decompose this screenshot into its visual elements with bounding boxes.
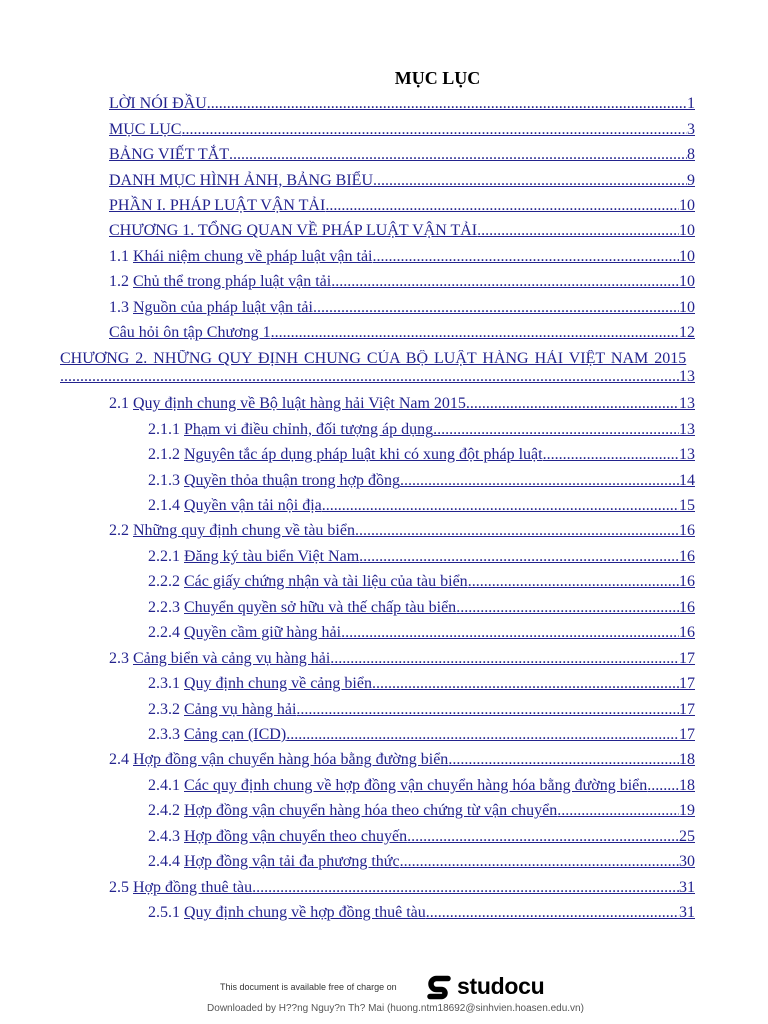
toc-entry-number: 2.4.2 — [148, 802, 180, 820]
toc-leader-dots — [229, 142, 687, 167]
studocu-brand-name[interactable]: studocu — [457, 973, 545, 999]
toc-entry[interactable] — [60, 168, 695, 193]
toc-entry-page: 10 — [679, 197, 695, 215]
toc-entry[interactable] — [60, 117, 695, 142]
toc-entry-number: 2.2.4 — [148, 624, 180, 642]
toc-entry-page: 18 — [679, 776, 695, 794]
toc-entry-number: 2.2.2 — [148, 573, 180, 591]
toc-leader-dots — [543, 442, 679, 467]
toc-entry-number: 2.1.3 — [148, 471, 180, 489]
toc-entry[interactable] — [60, 671, 695, 696]
toc-entry-page: 25 — [679, 827, 695, 845]
toc-entry-title: LỜI NÓI ĐẦU — [109, 95, 207, 113]
toc-entry[interactable] — [60, 346, 695, 392]
toc-leader-dots — [400, 849, 679, 874]
toc-entry-page: 15 — [679, 497, 695, 514]
toc-entry-leader-line — [60, 368, 695, 386]
toc-leader-dots — [325, 193, 679, 218]
toc-entry-title: Nguồn của pháp luật vận tải — [133, 298, 313, 316]
toc-entry-title: Các giấy chứng nhận và tài liệu của tàu biển — [184, 573, 468, 591]
toc-leader-dots — [286, 722, 679, 747]
toc-entry[interactable] — [60, 849, 695, 874]
toc-leader-dots — [355, 518, 679, 543]
toc-leader-dots — [372, 671, 679, 696]
toc-entry-number: 2.2.3 — [148, 598, 180, 616]
toc-entry-title: CHƯƠNG 1. TỔNG QUAN VỀ PHÁP LUẬT VẬN TẢI — [109, 222, 478, 240]
toc-entry[interactable] — [60, 193, 695, 218]
toc-entry-title: Hợp đồng vận chuyển hàng hóa theo chứng từ vận chuyển — [184, 802, 558, 820]
toc-leader-dots — [207, 91, 687, 116]
toc-entry-number: 2.5.1 — [148, 904, 180, 921]
toc-entry-number: 2.4 — [109, 751, 129, 769]
toc-entry[interactable] — [60, 875, 695, 900]
toc-entry-title: Phạm vi điều chỉnh, đối tượng áp dụng — [184, 420, 434, 438]
toc-entry-page: 31 — [679, 904, 695, 921]
toc-entry[interactable] — [60, 518, 695, 543]
toc-entry-title: Những quy định chung về tàu biển — [133, 522, 355, 540]
availability-notice: This document is available free of charge on — [220, 982, 397, 992]
toc-entry[interactable] — [60, 824, 695, 849]
toc-leader-dots — [322, 493, 679, 518]
toc-entry-title: Khái niệm chung về pháp luật vận tải — [133, 247, 373, 265]
toc-entry-number: 2.4.1 — [148, 776, 180, 794]
toc-entry-page: 13 — [679, 395, 695, 413]
toc-entry[interactable] — [60, 798, 695, 823]
toc-entry-title: Quy định chung về hợp đồng thuê tàu — [184, 904, 426, 921]
toc-entry-title: Hợp đồng thuê tàu — [133, 878, 253, 896]
toc-leader-dots — [448, 747, 679, 772]
toc-entry[interactable] — [60, 142, 695, 167]
toc-entry[interactable] — [60, 269, 695, 294]
toc-entry-number: 2.2 — [109, 522, 129, 540]
toc-entry[interactable] — [60, 468, 695, 493]
toc-entry-title: Quyền cầm giữ hàng hải — [184, 624, 342, 642]
toc-entry-number: 2.1.4 — [148, 497, 180, 514]
toc-entry-title-line — [60, 350, 695, 368]
toc-entry-page: 16 — [679, 573, 695, 591]
toc-leader-dots — [426, 900, 679, 925]
toc-entry-page: 16 — [679, 598, 695, 616]
toc-entry-title: Cảng biển và cảng vụ hàng hải — [133, 649, 331, 667]
toc-leader-dots — [400, 468, 679, 493]
toc-leader-dots — [373, 168, 687, 193]
toc-entry-page: 3 — [687, 120, 695, 138]
toc-leader-dots — [271, 320, 679, 345]
toc-leader-dots — [331, 269, 679, 294]
toc-entry[interactable] — [60, 544, 695, 569]
toc-entry-page: 10 — [679, 298, 695, 316]
toc-entry[interactable] — [60, 320, 695, 345]
toc-entry-page: 13 — [679, 446, 695, 464]
toc-entry-page: 18 — [679, 751, 695, 769]
page-title: MỤC LỤC — [394, 68, 481, 88]
toc-entry[interactable] — [60, 697, 695, 722]
toc-leader-dots — [252, 875, 679, 900]
toc-leader-dots — [468, 569, 679, 594]
toc-entry-title: Câu hỏi ôn tập Chương 1 — [109, 324, 271, 342]
toc-entry-title: MỤC LỤC — [109, 120, 182, 138]
toc-entry-title: Đăng ký tàu biển Việt Nam — [184, 547, 360, 565]
toc-entry-number: 2.1 — [109, 395, 129, 413]
toc-entry[interactable] — [60, 722, 695, 747]
toc-leader-dots — [359, 544, 679, 569]
toc-entry-page: 13 — [679, 367, 695, 385]
toc-entry-page: 30 — [679, 853, 695, 871]
toc-entry-number: 1.3 — [109, 298, 129, 316]
toc-entry-page: 17 — [679, 675, 695, 693]
toc-entry-title: Cảng vụ hàng hải — [184, 700, 297, 718]
toc-leader-dots — [181, 117, 687, 142]
toc-leader-dots — [647, 773, 679, 798]
toc-entry[interactable] — [60, 900, 695, 925]
toc-leader-dots — [60, 368, 679, 386]
toc-entry-title: Hợp đồng vận tải đa phương thức — [184, 853, 400, 871]
toc-entry[interactable] — [60, 646, 695, 671]
toc-entry-number: 2.3.1 — [148, 675, 180, 693]
toc-entry-number: 2.2.1 — [148, 547, 180, 565]
toc-entry-page: 9 — [687, 171, 695, 189]
toc-entry-title: Quy định chung về Bộ luật hàng hải Việt Nam 2015 — [133, 395, 466, 413]
toc-entry-number: 2.3 — [109, 649, 129, 667]
toc-entry-page: 8 — [687, 146, 695, 164]
toc-entry-page: 10 — [679, 222, 695, 240]
toc-entry[interactable] — [60, 391, 695, 416]
toc-entry[interactable] — [60, 295, 695, 320]
toc-entry-title: Chủ thể trong pháp luật vận tải — [133, 273, 332, 291]
toc-entry[interactable] — [60, 620, 695, 645]
toc-entry-number: 2.4.4 — [148, 853, 180, 871]
toc-entry-title: Hợp đồng vận chuyển hàng hóa bằng đường biển — [133, 751, 449, 769]
toc-entry-title: Chuyển quyền sở hữu và thế chấp tàu biển — [184, 598, 457, 616]
toc-leader-dots — [407, 824, 679, 849]
toc-leader-dots — [456, 595, 679, 620]
toc-entry[interactable] — [60, 218, 695, 243]
toc-entry-page: 17 — [679, 649, 695, 667]
toc-entry[interactable] — [60, 417, 695, 442]
toc-entry-number: 1.1 — [109, 247, 129, 265]
toc-leader-dots — [557, 798, 679, 823]
toc-entry-title: Nguyên tắc áp dụng pháp luật khi có xung đột pháp luật — [184, 446, 543, 464]
toc-entry-page: 10 — [679, 247, 695, 265]
toc-leader-dots — [466, 391, 679, 416]
toc-entry-title: Quy định chung về cảng biển — [184, 675, 372, 693]
toc-entry-page: 17 — [679, 700, 695, 718]
toc-entry-page: 16 — [679, 522, 695, 540]
toc-entry-page: 1 — [687, 95, 695, 113]
toc-entry-title: Hợp đồng vận chuyển theo chuyến — [184, 827, 408, 845]
toc-entry-page: 14 — [679, 471, 695, 489]
toc-entry-number: 2.1.2 — [148, 446, 180, 464]
toc-entry[interactable] — [60, 773, 695, 798]
toc-entry-title: Quyền thỏa thuận trong hợp đồng — [184, 471, 400, 489]
toc-leader-dots — [433, 417, 679, 442]
table-of-contents — [60, 91, 695, 925]
toc-leader-dots — [296, 697, 679, 722]
toc-entry-title: Quyền vận tải nội địa — [184, 497, 322, 514]
toc-entry-number: 2.3.2 — [148, 700, 180, 718]
toc-leader-dots — [477, 218, 679, 243]
studocu-logo-icon[interactable] — [425, 973, 453, 1001]
toc-entry-page: 16 — [679, 624, 695, 642]
toc-leader-dots — [313, 295, 679, 320]
toc-entry-page: 17 — [679, 725, 695, 743]
toc-entry-title: CHƯƠNG 2. NHỮNG QUY ĐỊNH CHUNG CỦA BỘ LUẬT HÀNG HẢI VIỆT NAM 2015 — [60, 349, 687, 367]
toc-entry-title: PHẦN I. PHÁP LUẬT VẬN TẢI — [109, 197, 326, 215]
toc-leader-dots — [341, 620, 679, 645]
toc-entry-number: 1.2 — [109, 273, 129, 291]
toc-entry-page: 31 — [679, 878, 695, 896]
toc-entry[interactable] — [60, 747, 695, 772]
toc-entry-page: 13 — [679, 420, 695, 438]
toc-entry-number: 2.4.3 — [148, 827, 180, 845]
toc-entry-title: Các quy định chung về hợp đồng vận chuyển hàng hóa bằng đường biển — [184, 776, 648, 794]
toc-entry[interactable] — [60, 569, 695, 594]
toc-entry-page: 16 — [679, 547, 695, 565]
toc-entry[interactable] — [60, 493, 695, 518]
toc-entry-page: 19 — [679, 802, 695, 820]
toc-entry-title: DANH MỤC HÌNH ẢNH, BẢNG BIỂU — [109, 171, 373, 189]
toc-entry-number: 2.1.1 — [148, 420, 180, 438]
toc-entry-page: 10 — [679, 273, 695, 291]
toc-entry[interactable] — [60, 244, 695, 269]
toc-entry[interactable] — [60, 595, 695, 620]
toc-entry[interactable] — [60, 91, 695, 116]
toc-entry-page: 12 — [679, 324, 695, 342]
toc-leader-dots — [330, 646, 679, 671]
download-notice: Downloaded by H??ng Nguy?n Th? Mai (huong.ntm18692@sinhvien.hoasen.edu.vn) — [207, 1003, 584, 1014]
toc-entry-title: Cảng cạn (ICD) — [184, 725, 287, 743]
toc-entry-title: BẢNG VIẾT TẮT — [109, 146, 229, 164]
toc-entry[interactable] — [60, 442, 695, 467]
toc-entry-number: 2.5 — [109, 878, 129, 896]
toc-entry-number: 2.3.3 — [148, 725, 180, 743]
toc-leader-dots — [372, 244, 679, 269]
